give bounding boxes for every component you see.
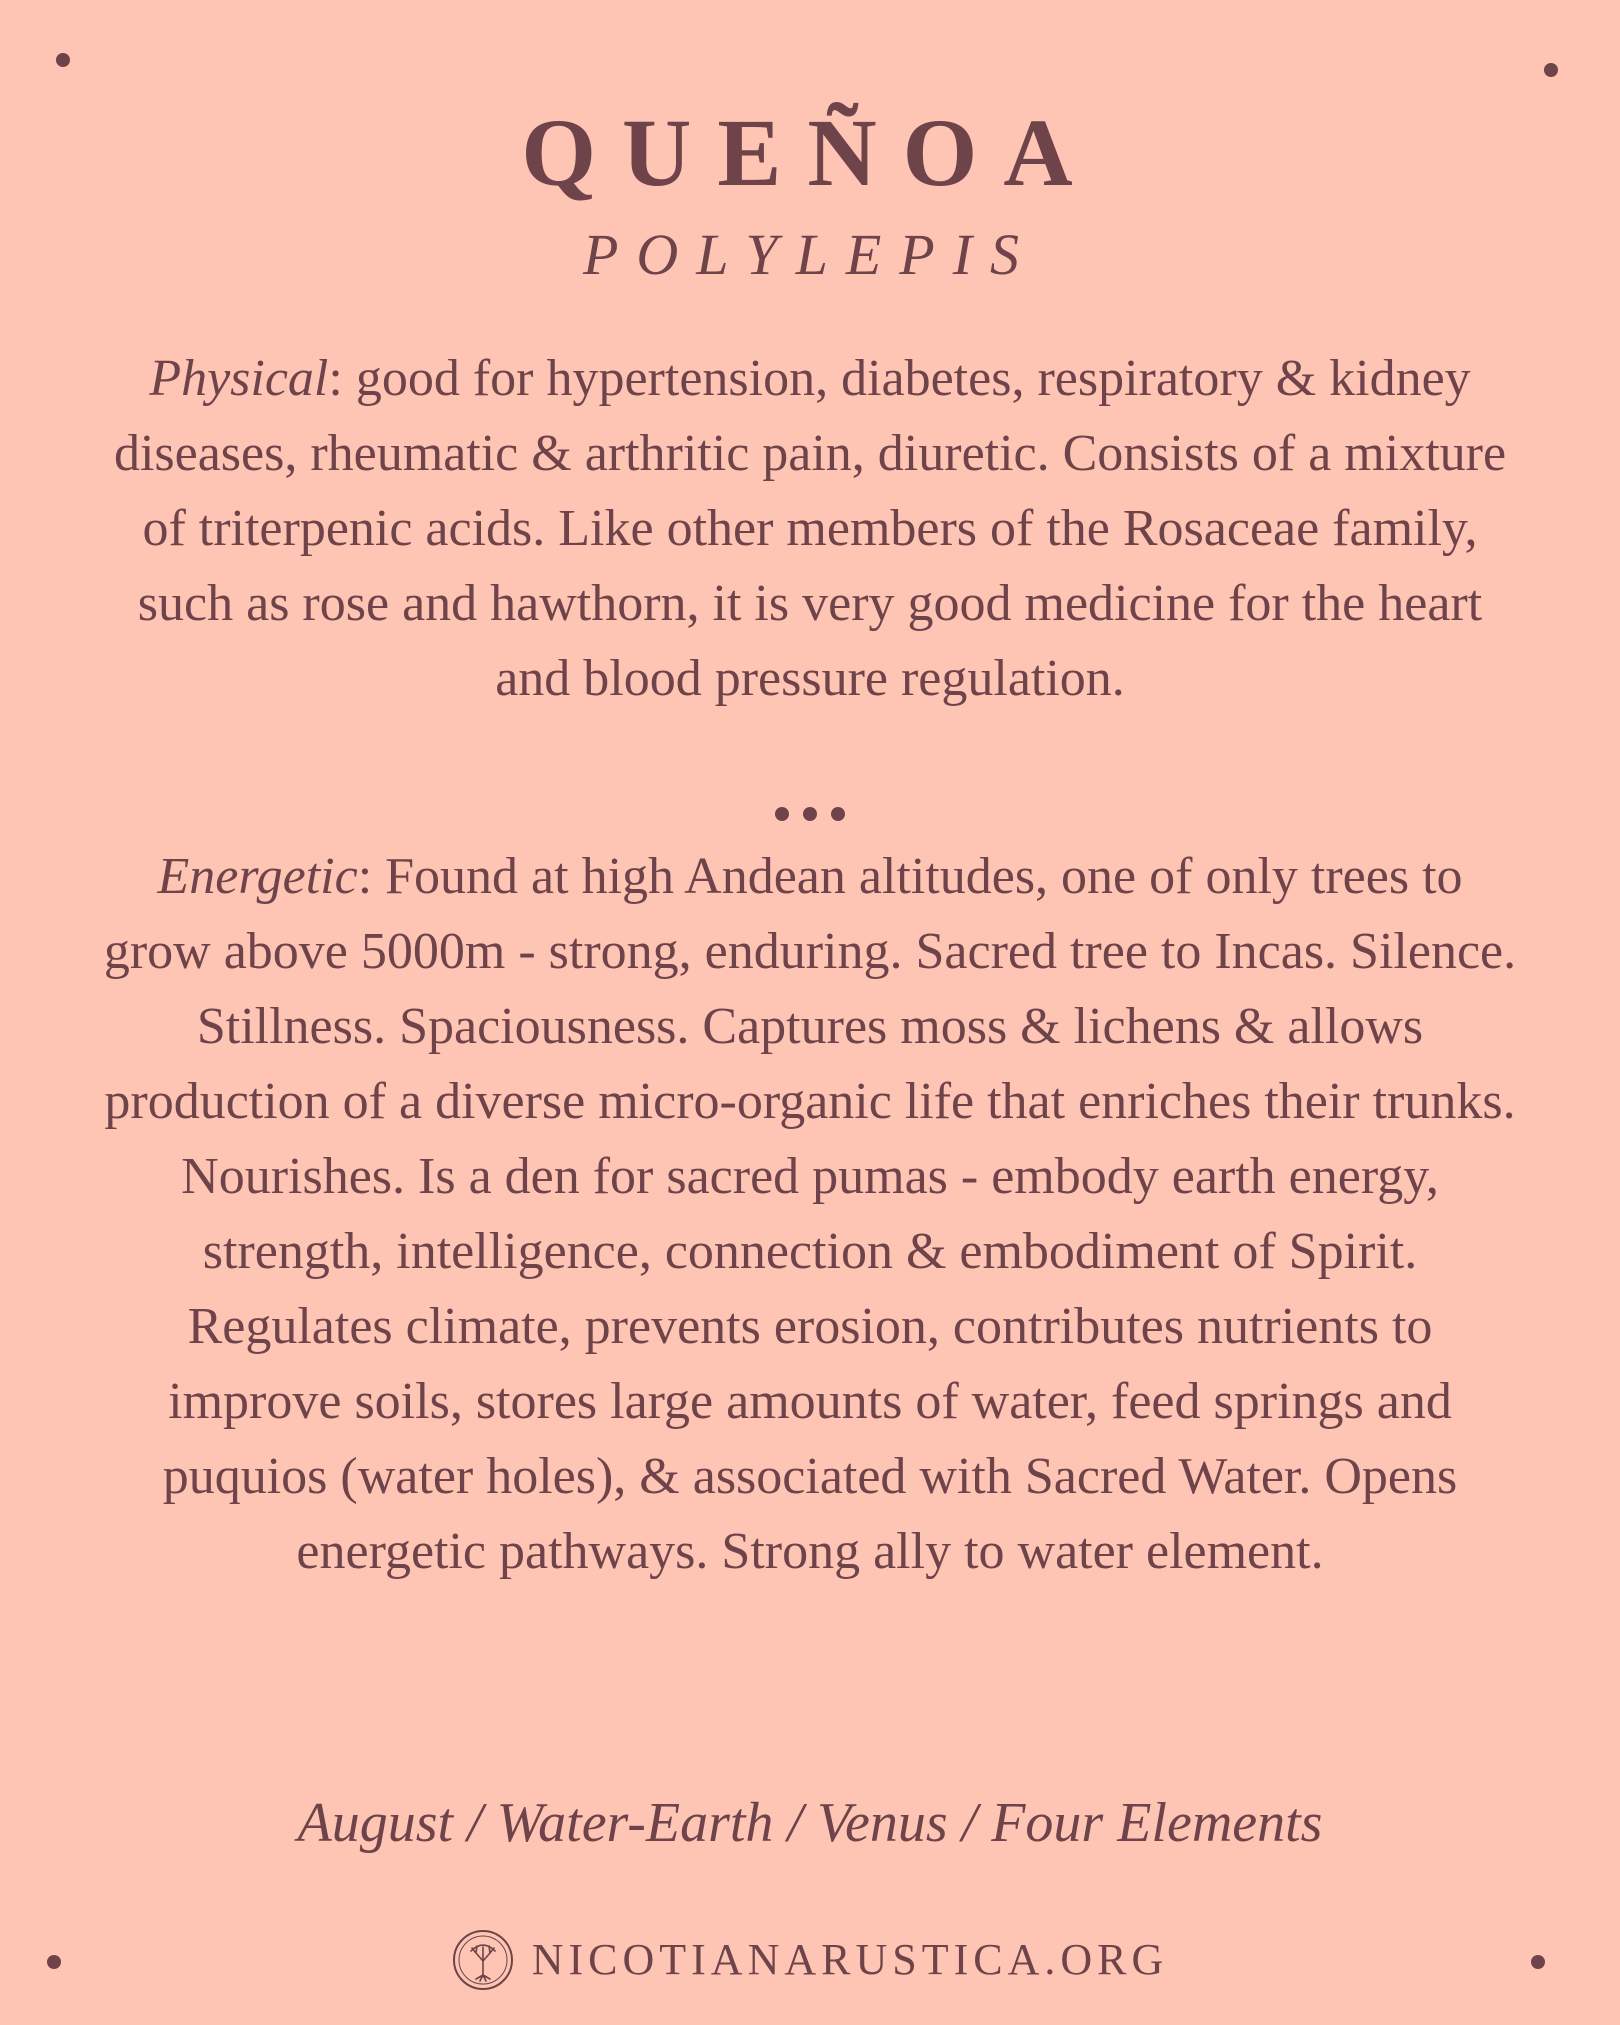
separator-dot bbox=[831, 807, 845, 821]
energetic-text: : Found at high Andean altitudes, one of only trees to grow above 5000m - strong, enduring. Sacred tree to Incas. Silence. Stillness. Spaciousness. Captures moss & lichens & allows production of a diverse micro-organic life that enriches their trunks. Nourishes. Is a den for sacred pumas - embody earth energy, strength, intelligence, connection & embodiment of Spirit. Regulates climate, prevents erosion, contributes nutrients to improve soils, stores large amounts of water, feed springs and puquios (water holes), & associated with Sacred Water. Opens energetic pathways. Strong ally to water element. bbox=[103, 848, 1517, 1580]
corner-dot-top-right bbox=[1544, 63, 1558, 77]
energetic-paragraph bbox=[100, 839, 1520, 1589]
physical-text: : good for hypertension, diabetes, respiratory & kidney diseases, rheumatic & arthritic pain, diuretic. Consists of a mixture of triterpenic acids. Like other members of the Rosaceae family, such as rose and hawthorn, it is very good medicine for the heart and blood pressure regulation. bbox=[113, 350, 1507, 707]
separator-dot bbox=[803, 807, 817, 821]
site-link[interactable]: NICOTIANARUSTICA.ORG bbox=[531, 1935, 1169, 1984]
physical-paragraph bbox=[100, 341, 1520, 716]
page-subtitle: POLYLEPIS bbox=[582, 222, 1038, 287]
section-separator bbox=[0, 807, 1620, 823]
separator-dot bbox=[775, 807, 789, 821]
energetic-label: Energetic bbox=[157, 848, 358, 905]
tree-of-life-icon bbox=[452, 1929, 514, 1991]
brand-footer[interactable] bbox=[0, 1928, 1620, 1992]
page-title: QUEÑOA bbox=[521, 99, 1099, 206]
corner-dot-top-left bbox=[56, 53, 70, 67]
physical-label: Physical bbox=[149, 350, 329, 407]
correspondences-line: August / Water-Earth / Venus / Four Elements bbox=[297, 1792, 1323, 1854]
